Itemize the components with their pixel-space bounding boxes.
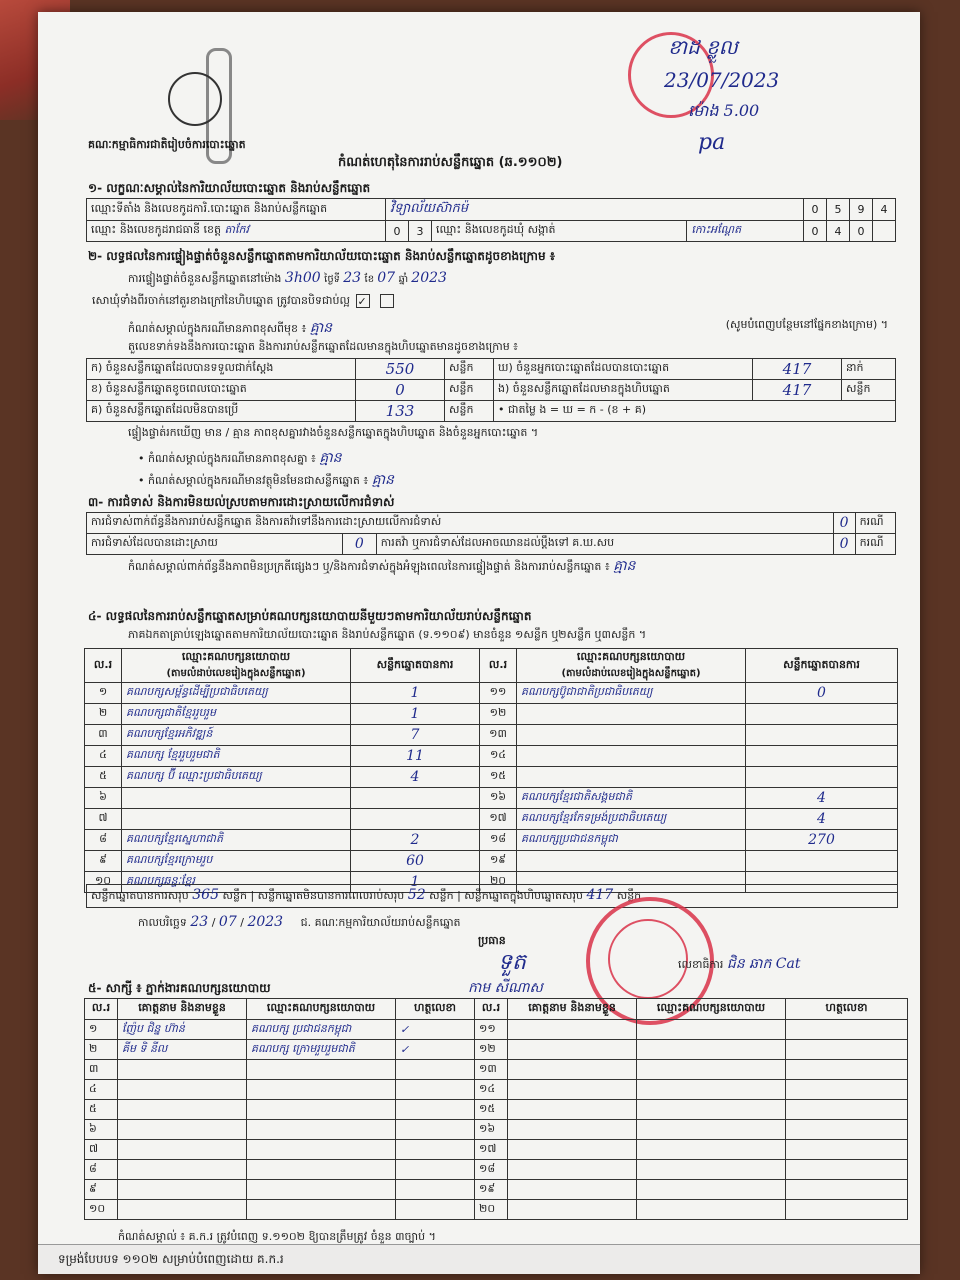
party-votes: [746, 725, 898, 746]
witness-table: [84, 998, 908, 1220]
party-votes: 0: [746, 683, 898, 704]
witness-party: [637, 1060, 786, 1080]
witness-name: [508, 1060, 637, 1080]
witness-party: [637, 1180, 786, 1200]
w-col-sign-right: ហត្ថលេខា: [786, 999, 908, 1020]
witness-signature: [786, 1140, 908, 1160]
party-no: ១១: [480, 683, 517, 704]
party-no: ១៧: [480, 809, 517, 830]
count-table: [86, 358, 896, 422]
objection-row1-value: 0: [833, 513, 855, 534]
location-digit: 9: [850, 199, 873, 221]
party-votes: [746, 851, 898, 872]
results-body: [85, 683, 898, 893]
w-col-sign-left: ហត្ថលេខា: [396, 999, 475, 1020]
stamp-time: ម៉ោង 5.00: [688, 101, 760, 120]
witness-name: [508, 1200, 637, 1220]
party-votes: 4: [746, 788, 898, 809]
witness-no: ១១: [475, 1020, 508, 1040]
party-no: ២០: [480, 872, 517, 893]
party-votes: 1: [351, 872, 480, 893]
party-votes: 1: [351, 704, 480, 725]
seal-line: [92, 294, 882, 310]
col-party-right-sub: (តាមលំដាប់លេខរៀងក្នុងសន្លឹកឆ្នោត): [561, 668, 701, 679]
table-row: [85, 1200, 908, 1220]
witness-party: [637, 1080, 786, 1100]
party-name: [122, 809, 351, 830]
witness-no: ១៤: [475, 1080, 508, 1100]
province-digit: 3: [409, 221, 432, 242]
witness-signature: [396, 1120, 475, 1140]
party-no: ១៨: [480, 830, 517, 851]
party-no: ១០: [85, 872, 122, 893]
party-votes: 11: [351, 746, 480, 767]
witness-name: [508, 1120, 637, 1140]
witness-no: ១០: [85, 1200, 118, 1220]
objection-row2-value: 0: [342, 534, 376, 555]
witness-signature: [786, 1060, 908, 1080]
witness-name: គីម ទិ នីល: [118, 1040, 247, 1060]
party-votes: 4: [351, 767, 480, 788]
table-row: [85, 683, 898, 704]
party-name: គណបក្សជាតិខ្មែររួបរួម: [122, 704, 351, 725]
witness-no: ១៨: [475, 1160, 508, 1180]
sum-box-unit: សន្លឹក: [616, 889, 642, 902]
count-a-value: 550: [356, 359, 445, 380]
witness-signature: [786, 1200, 908, 1220]
w-col-party-left: ឈ្មោះគណបក្សនយោបាយ: [247, 999, 396, 1020]
note-a-value: គ្មាន: [319, 450, 342, 466]
section1-title: ១- លក្ខណៈសម្គាល់នៃការិយាល័យបោះឆ្នោត និងរាប់សន្លឹកឆ្នោត: [88, 181, 371, 195]
party-votes: [746, 746, 898, 767]
note-b-value: គ្មាន: [371, 472, 394, 488]
party-votes: 2: [351, 830, 480, 851]
witness-no: ១៧: [475, 1140, 508, 1160]
witness-signature: [786, 1120, 908, 1140]
location-digit: 5: [827, 199, 850, 221]
party-no: ៦: [85, 788, 122, 809]
location-digit: 0: [804, 199, 827, 221]
table-row: [85, 1040, 908, 1060]
count-e-unit: សន្លឹក: [842, 380, 896, 401]
witness-no: ១៦: [475, 1120, 508, 1140]
witness-signature: [786, 1100, 908, 1120]
objection-row2-unit: ករណី: [855, 534, 895, 555]
witness-name: [118, 1160, 247, 1180]
witness-party: [637, 1160, 786, 1180]
witness-signature: [786, 1180, 908, 1200]
witness-party: [247, 1140, 396, 1160]
secretary-label: លេខាធិការ: [678, 958, 724, 971]
count-b-unit: សន្លឹក: [445, 380, 494, 401]
party-votes: 7: [351, 725, 480, 746]
col-votes-right: សន្លឹកឆ្នោតបានការ: [746, 649, 898, 683]
party-name: គណបក្សខ្មែរស្នេហាជាតិ: [122, 830, 351, 851]
witness-no: ៩: [85, 1180, 118, 1200]
table-row: [85, 1160, 908, 1180]
count-b-label: ខ) ចំនួនសន្លឹកឆ្នោតខូចពេលបោះឆ្នោត: [87, 380, 356, 401]
party-no: ២: [85, 704, 122, 725]
form-footer: ទម្រង់បែបបទ ១១០២ សម្រាប់បំពេញដោយ គ.ក.រ: [38, 1244, 920, 1274]
witness-signature: [396, 1100, 475, 1120]
party-votes: [746, 704, 898, 725]
witness-party: [637, 1140, 786, 1160]
note-a-label: • កំណត់សម្គាល់ក្នុងករណីមានភាពខុសគ្នា ៖: [138, 452, 316, 465]
party-votes: 270: [746, 830, 898, 851]
witness-party: [247, 1080, 396, 1100]
witness-name: [118, 1140, 247, 1160]
note-label: កំណត់សម្គាល់ក្នុងករណីមានភាពខុសពីមុខ ៖: [128, 322, 307, 335]
party-name: គណបក្ស ខ្មែររួបរួមជាតិ: [122, 746, 351, 767]
party-no: ៩: [85, 851, 122, 872]
table-row: [85, 1080, 908, 1100]
month-prefix: ខែ: [364, 274, 378, 285]
party-no: ១៥: [480, 767, 517, 788]
count-e-value: 417: [753, 380, 842, 401]
objection-note-label: កំណត់សម្គាល់ពាក់ព័ន្ធនឹងភាពមិនប្រក្រតីផ្សេងៗ ឬ/និងការជំទាស់ក្នុងអំឡុងពេលនៃការផ្ទៀងផ្ទាត់ និងការរាប់សន្លឹកឆ្នោត ៖: [128, 560, 610, 573]
form-sheet: [38, 12, 920, 1274]
sum-invalid-value: 52: [407, 887, 426, 903]
w-col-name-left: គោត្តនាម និងនាមខ្លួន: [118, 999, 247, 1020]
secretary-value: ជិន ឆាក Cat: [726, 956, 801, 972]
checkbox-not-sealed-icon[interactable]: [380, 294, 394, 308]
w-col-party-right: ឈ្មោះគណបក្សនយោបាយ: [637, 999, 786, 1020]
table-row: [85, 1180, 908, 1200]
count-c-unit: សន្លឹក: [445, 401, 494, 422]
section4-sub: ភាគឯកតាត្រាប់ឡេងឆ្នោតតាមការិយាល័យបោះឆ្នោត និងរាប់សន្លឹកឆ្នោត (ទ.១១០៩) មានចំនួន ១សន្លឹក ឬ២សន្លឹក ឬ៣សន្លឹក ។: [128, 628, 647, 641]
witness-party: [637, 1120, 786, 1140]
witness-name: [508, 1160, 637, 1180]
witness-party: [247, 1200, 396, 1220]
party-name: គណបក្សខ្មែរក្រោមរួប: [122, 851, 351, 872]
party-name: [517, 725, 746, 746]
count-a-label: ក) ចំនួនសន្លឹកឆ្នោតដែលបានទទួលជាក់ស្តែង: [87, 359, 356, 380]
section4-title: ៤- លទ្ធផលនៃការរាប់សន្លឹកឆ្នោតសម្រាប់គណបក្សនយោបាយនីមួយៗតាមការិយាល័យរាប់សន្លឹកឆ្នោត: [88, 609, 532, 623]
checkbox-sealed-icon[interactable]: ✓: [356, 294, 370, 308]
objection-row1-unit: ករណី: [855, 513, 895, 534]
verify-time-label: ការផ្ទៀងផ្ទាត់ចំនួនសន្លឹកឆ្នោតនៅម៉ោង: [128, 272, 282, 285]
witness-party: [247, 1100, 396, 1120]
fill-hint: (សូមបំពេញបន្ថែមនៅផ្នែកខាងក្រោម) ។: [725, 318, 888, 331]
table-row: [85, 746, 898, 767]
party-no: ១៩: [480, 851, 517, 872]
province-digit: 0: [386, 221, 409, 242]
section2-title: ២- លទ្ធផលនៃការផ្ទៀងផ្ទាត់ចំនួនសន្លឹកឆ្នោតតាមការិយាល័យបោះឆ្នោត និងរាប់សន្លឹកឆ្នោតដូចខាងក្រោម ៖: [88, 249, 556, 263]
witness-name: [118, 1200, 247, 1220]
col-party-left-title: ឈ្មោះគណបក្សនយោបាយ: [181, 650, 291, 663]
chair-name: កាម សីណាស: [468, 980, 543, 996]
party-no: ១៣: [480, 725, 517, 746]
witness-name: [118, 1100, 247, 1120]
location-label: ឈ្មោះទីតាំង និងលេខកូដការិ.បោះឆ្នោត និងរាប់សន្លឹកឆ្នោត: [87, 199, 386, 221]
sum-valid-label: សន្លឹកឆ្នោតបានការសរុប: [91, 889, 189, 902]
province-label-text: ឈ្មោះ និងលេខកូដរាជធានី ខេត្ត: [91, 223, 221, 236]
note-line: [128, 318, 888, 339]
signing-date-line: កាលបរិច្ឆេទ 23 / 07 / 2023 ជ. គណៈកម្មការិយាល័យរាប់សន្លឹកឆ្នោត: [138, 914, 461, 930]
table-row: [85, 1060, 908, 1080]
witness-no: ១៥: [475, 1100, 508, 1120]
witness-name: [508, 1020, 637, 1040]
witness-name: [118, 1120, 247, 1140]
nec-logo-icon: [168, 72, 222, 126]
items-intro: តួលេខទាក់ទងនឹងការបោះឆ្នោត និងការរាប់សន្លឹកឆ្នោតដែលមានក្នុងហិបឆ្នោតមានដូចខាងក្រោម ៖: [128, 340, 519, 353]
witness-party: [637, 1200, 786, 1220]
organization-name: គណៈកម្មាធិការជាតិរៀបចំការបោះឆ្នោត: [88, 138, 246, 151]
party-votes: 1: [351, 683, 480, 704]
count-e-label: ង) ចំនួនសន្លឹកឆ្នោតដែលមានក្នុងហិបឆ្នោត: [494, 380, 753, 401]
party-no: ១៦: [480, 788, 517, 809]
commune-digit: 0: [804, 221, 827, 242]
table-row: [85, 1120, 908, 1140]
commune-digit: 4: [827, 221, 850, 242]
witness-body: [85, 1020, 908, 1220]
party-name: គណបក្សប្រជាជនកម្ពុជា: [517, 830, 746, 851]
party-name: [517, 704, 746, 725]
witness-name: [118, 1180, 247, 1200]
location-digit: 4: [873, 199, 896, 221]
witness-no: ១៩: [475, 1180, 508, 1200]
section1-table: [86, 198, 896, 242]
col-party-right: [517, 649, 746, 683]
verify-day: 23: [343, 270, 362, 286]
witness-party: គណបក្ស ប្រជាជនកម្ពុជា: [247, 1020, 396, 1040]
sum-box-label: សន្លឹកឆ្នោតក្នុងហិបឆ្នោតសរុប: [464, 889, 583, 902]
table-row: [85, 1020, 908, 1040]
witness-signature: [396, 1180, 475, 1200]
commune-value: កោះអណ្តែត: [687, 221, 804, 242]
witness-signature: ✓: [396, 1020, 475, 1040]
stamp-date: 23/07/2023: [664, 68, 780, 92]
party-no: ៣: [85, 725, 122, 746]
witness-party: គណបក្ស ក្រោមរួបរួមជាតិ: [247, 1040, 396, 1060]
section5-title: ៥- សាក្សី ៖ ភ្នាក់ងារគណបក្សនយោបាយ: [88, 981, 271, 995]
count-b-value: 0: [356, 380, 445, 401]
col-no-right: ល.រ: [480, 649, 517, 683]
w-col-no-right: ល.រ: [475, 999, 508, 1020]
count-formula: • ជាតម្លៃ ង = ឃ = ក - (ខ + គ): [494, 401, 896, 422]
witness-party: [247, 1160, 396, 1180]
witness-party: [637, 1100, 786, 1120]
note-value: គ្មាន: [309, 320, 333, 336]
col-votes-left: សន្លឹកឆ្នោតបានការ: [351, 649, 480, 683]
secretary-line: [678, 954, 800, 975]
objection-row1-label: ការជំទាស់ពាក់ព័ន្ធនឹងការរាប់សន្លឹកឆ្នោត និងការតវ៉ាទៅនឹងការដោះស្រាយលើការជំទាស់: [87, 513, 834, 534]
count-d-unit: នាក់: [842, 359, 896, 380]
signing-year: 2023: [247, 914, 284, 930]
w-col-name-right: គោត្តនាម និងនាមខ្លួន: [508, 999, 637, 1020]
sum-box-value: 417: [586, 887, 614, 903]
committee-label: ជ. គណៈកម្មការិយាល័យរាប់សន្លឹកឆ្នោត: [300, 916, 461, 929]
witness-signature: [396, 1140, 475, 1160]
party-no: ១: [85, 683, 122, 704]
objection-table: [86, 512, 896, 555]
party-votes: 60: [351, 851, 480, 872]
province-value: តាកែវ: [224, 223, 249, 236]
table-row: [85, 830, 898, 851]
witness-no: ១៣: [475, 1060, 508, 1080]
col-party-left: [122, 649, 351, 683]
party-name: [517, 767, 746, 788]
witness-no: ៥: [85, 1100, 118, 1120]
party-no: ១២: [480, 704, 517, 725]
note-a-line: [138, 448, 342, 469]
witness-party: [637, 1020, 786, 1040]
party-votes: [351, 809, 480, 830]
witness-no: ២: [85, 1040, 118, 1060]
party-name: គណបក្សឆន្ទៈខ្មែរ: [122, 872, 351, 893]
witness-name: ញ៉ែប ជិន្ន ហ៊ាន់: [118, 1020, 247, 1040]
objection-row2-label: ការជំទាស់ដែលបានដោះស្រាយ: [87, 534, 343, 555]
signing-date-label: កាលបរិច្ឆេទ: [138, 916, 187, 929]
commune-label: ឈ្មោះ និងលេខកូដឃុំ សង្កាត់: [432, 221, 687, 242]
witness-name: [118, 1080, 247, 1100]
chair-signature: ទួត: [498, 950, 526, 975]
witness-no: ២០: [475, 1200, 508, 1220]
witness-signature: [396, 1160, 475, 1180]
party-name: គណបក្សខ្មែរជាតិសង្គមជាតិ: [517, 788, 746, 809]
sum-valid-value: 365: [192, 887, 219, 903]
witness-name: [118, 1060, 247, 1080]
party-name: គណបក្សប៊ូជាជាតិប្រជាធិបតេយ្យ: [517, 683, 746, 704]
party-name: គណបក្សសម្ព័ន្ធដើម្បីប្រជាធិបតេយ្យ: [122, 683, 351, 704]
verify-time-value: 3h00: [284, 270, 321, 286]
witness-no: ៨: [85, 1160, 118, 1180]
diff-line: [128, 426, 898, 442]
count-a-unit: សន្លឹក: [445, 359, 494, 380]
table-row: [85, 704, 898, 725]
witness-signature: [396, 1060, 475, 1080]
table-row: [85, 788, 898, 809]
table-row: [85, 767, 898, 788]
party-votes: [351, 788, 480, 809]
witness-no: ៦: [85, 1120, 118, 1140]
party-no: ៥: [85, 767, 122, 788]
location-value: វិទ្យាល័យស៊ាកម៉: [386, 199, 804, 221]
col-no-left: ល.រ: [85, 649, 122, 683]
witness-signature: [396, 1080, 475, 1100]
party-votes: [746, 767, 898, 788]
witness-name: [508, 1140, 637, 1160]
table-row: [85, 1100, 908, 1120]
commune-digit: 0: [850, 221, 873, 242]
chair-label: ប្រធាន: [478, 934, 506, 947]
verify-year: 2023: [411, 270, 447, 286]
party-name: គណបក្សខ្មែរកែទម្រង់ប្រជាធិបតេយ្យ: [517, 809, 746, 830]
witness-name: [508, 1180, 637, 1200]
col-party-left-sub: (តាមលំដាប់លេខរៀងក្នុងសន្លឹកឆ្នោត): [166, 668, 306, 679]
table-row: [85, 1140, 908, 1160]
witness-signature: [786, 1160, 908, 1180]
objection-note-line: [128, 556, 898, 577]
party-no: ១៤: [480, 746, 517, 767]
w-col-no-left: ល.រ: [85, 999, 118, 1020]
section3-title: ៣- ការជំទាស់ និងការមិនយល់ស្របតាមការដោះស្រាយលើការជំទាស់: [88, 495, 395, 509]
witness-signature: [396, 1200, 475, 1220]
objection-row2b-label: ការតវ៉ា ឬការជំទាស់ដែលអាចឈានដល់ប្តឹងទៅ គ.ឃ.សប: [376, 534, 833, 555]
note-b-label: • កំណត់សម្គាល់ក្នុងករណីមានវត្ថុមិនមែនជាសន្លឹកឆ្នោត ៖: [138, 474, 369, 487]
sum-valid-unit: សន្លឹក: [222, 889, 247, 902]
table-row: [85, 851, 898, 872]
table-row: [85, 725, 898, 746]
table-row: [85, 809, 898, 830]
diff-text: ផ្ទៀងផ្ទាត់រកឃើញ មាន / គ្មាន ភាពខុសគ្នារវាងចំនួនសន្លឹកឆ្នោតក្នុងហិបឆ្នោត និងចំនួនអ្នកបោះឆ្នោត ។: [128, 426, 539, 439]
count-d-value: 417: [753, 359, 842, 380]
objection-note-value: គ្មាន: [613, 558, 636, 574]
witness-name: [508, 1100, 637, 1120]
party-no: ៤: [85, 746, 122, 767]
witness-no: ១២: [475, 1040, 508, 1060]
col-party-right-title: ឈ្មោះគណបក្សនយោបាយ: [576, 650, 686, 663]
party-name: [122, 788, 351, 809]
sum-invalid-unit: សន្លឹក: [429, 889, 454, 902]
party-votes: 4: [746, 809, 898, 830]
witness-party: [247, 1060, 396, 1080]
witness-signature: [786, 1040, 908, 1060]
witness-no: ៧: [85, 1140, 118, 1160]
stamp-signature: pa: [698, 130, 726, 155]
witness-party: [247, 1120, 396, 1140]
witness-name: [508, 1080, 637, 1100]
blank-cell: [873, 221, 896, 242]
witness-no: ១: [85, 1020, 118, 1040]
note-b-line: [138, 470, 394, 491]
verify-month: 07: [377, 270, 396, 286]
witness-signature: [786, 1080, 908, 1100]
seal-text: សោឃុំទាំងពីរចាក់នៅតួរខាងក្រៅនៃហិបឆ្នោត ត្រូវបានបិទជាប់ល្អ: [92, 294, 350, 307]
witness-party: [247, 1180, 396, 1200]
witness-signature: ✓: [396, 1040, 475, 1060]
results-table: [84, 648, 898, 893]
date-prefix: ថ្ងៃទី: [324, 274, 344, 285]
results-summary: សន្លឹកឆ្នោតបានការសរុប 365 សន្លឹក | សន្លឹកឆ្នោតមិនបានការពេលរាប់សរុប 52 សន្លឹក | សន្លឹកឆ្នោតក្នុងហិបឆ្នោតសរុប 417 សន្លឹក: [86, 884, 898, 908]
party-name: គណបក្សខ្មែរអភិវឌ្ឍន៍: [122, 725, 351, 746]
sum-invalid-label: សន្លឹកឆ្នោតមិនបានការពេលរាប់សរុប: [257, 889, 405, 902]
verify-time-line: [128, 270, 447, 288]
count-c-label: គ) ចំនួនសន្លឹកឆ្នោតដែលមិនបានប្រើ: [87, 401, 356, 422]
footnote: កំណត់សម្គាល់ ៖ គ.ក.រ ត្រូវបំពេញ ទ.១១០២ ឱ្យបានត្រឹមត្រូវ ចំនួន ៣ច្បាប់ ។: [118, 1230, 436, 1243]
year-prefix: ឆ្នាំ: [398, 274, 412, 285]
witness-name: [508, 1040, 637, 1060]
count-d-label: ឃ) ចំនួនអ្នកបោះឆ្នោតដែលបានបោះឆ្នោត: [494, 359, 753, 380]
province-label: [87, 221, 386, 242]
witness-no: ៤: [85, 1080, 118, 1100]
witness-signature: [786, 1020, 908, 1040]
count-c-value: 133: [356, 401, 445, 422]
objection-row2b-value: 0: [833, 534, 855, 555]
stamp-code: ខាដ ខ្លួល: [668, 35, 738, 59]
signing-month: 07: [218, 914, 237, 930]
party-name: [517, 851, 746, 872]
witness-party: [637, 1040, 786, 1060]
party-name: [517, 746, 746, 767]
party-no: ៧: [85, 809, 122, 830]
party-no: ៨: [85, 830, 122, 851]
witness-no: ៣: [85, 1060, 118, 1080]
form-title: កំណត់ហេតុនៃការរាប់សន្លឹកឆ្នោត (ឆ.១១០២): [338, 155, 563, 170]
party-name: គណបក្ស ប៊ី ឈ្មោះប្រជាធិបតេយ្យ: [122, 767, 351, 788]
signing-day: 23: [190, 914, 209, 930]
